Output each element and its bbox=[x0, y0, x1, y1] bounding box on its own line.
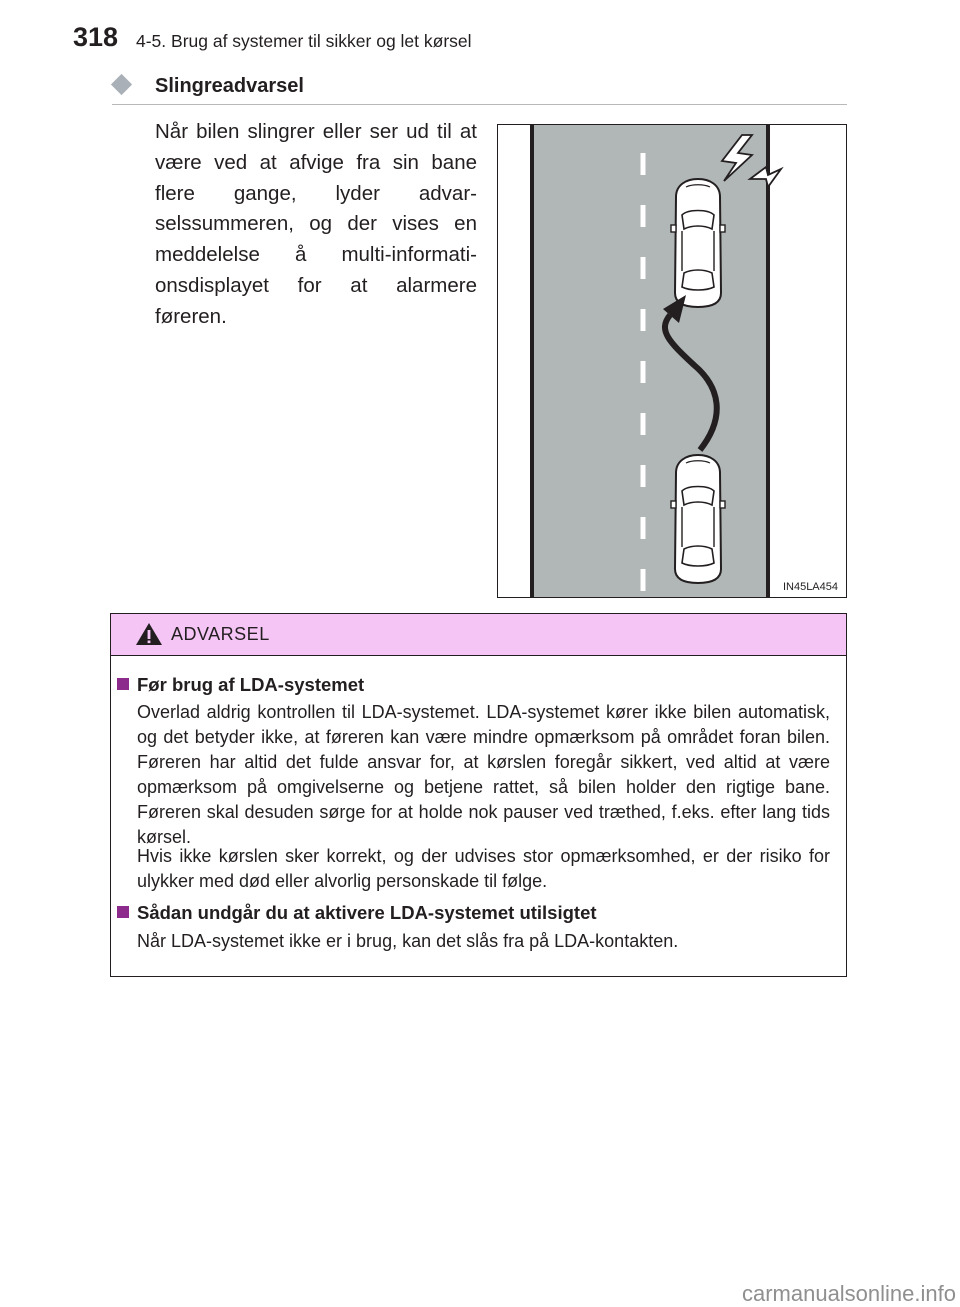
warning-item-text: Overlad aldrig kontrollen til LDA-systemet. LDA-systemet kører ikke bilen automatisk, og det betyder ikke, at føreren kan være mindre opmærksom på området foran bilen. Føreren har altid det fulde ansvar for, at kørslen foregår sikkert, ved altid at være opmærksom på omgivelserne og betjene rattet, så bilen holder den rigtige bane. Føreren skal desuden sørge for at holde nok pauser ved træthed, f.eks. efter lang tids kørsel. bbox=[137, 702, 830, 847]
chapter-title: 4-5. Brug af systemer til sikker og let kørsel bbox=[136, 31, 472, 51]
section-body-text: Når bilen slingrer eller ser ud til at være ved at afvige fra sin bane flere gange, lyder advarselssummeren, og der vises en meddelelse å multi-informationsdisplayet for at alarmere føreren. bbox=[155, 120, 477, 328]
diamond-bullet-icon bbox=[111, 74, 132, 95]
square-bullet-icon bbox=[117, 678, 129, 690]
car-top bbox=[671, 179, 725, 307]
square-bullet-icon bbox=[117, 906, 129, 918]
footer-watermark: carmanualsonline.info bbox=[741, 1281, 956, 1306]
road-surface bbox=[530, 125, 770, 598]
page-number: 318 bbox=[73, 22, 119, 52]
warning-item-text-2: Hvis ikke kørslen sker korrekt, og der udvises stor opmærksomhed, er der risiko for ulykker med død eller alvorlig personskade til følge. bbox=[137, 846, 830, 891]
lane-departure-illustration bbox=[497, 124, 847, 598]
figure-code: IN45LA454 bbox=[782, 581, 838, 593]
warning-triangle-icon bbox=[135, 622, 163, 646]
warning-item-heading: Sådan undgår du at aktivere LDA-systemet utilsigtet bbox=[117, 902, 597, 924]
section-title: Slingreadvarsel bbox=[155, 75, 304, 97]
road-diagram bbox=[498, 125, 847, 598]
warning-item-heading: Før brug af LDA-systemet bbox=[117, 674, 364, 696]
warning-header bbox=[111, 614, 846, 656]
car-bottom bbox=[671, 455, 725, 583]
warning-box bbox=[110, 613, 847, 977]
warning-item-text: Når LDA-systemet ikke er i brug, kan det slås fra på LDA-kontakten. bbox=[137, 931, 679, 951]
section-heading bbox=[112, 70, 847, 105]
warning-label: ADVARSEL bbox=[171, 624, 270, 644]
